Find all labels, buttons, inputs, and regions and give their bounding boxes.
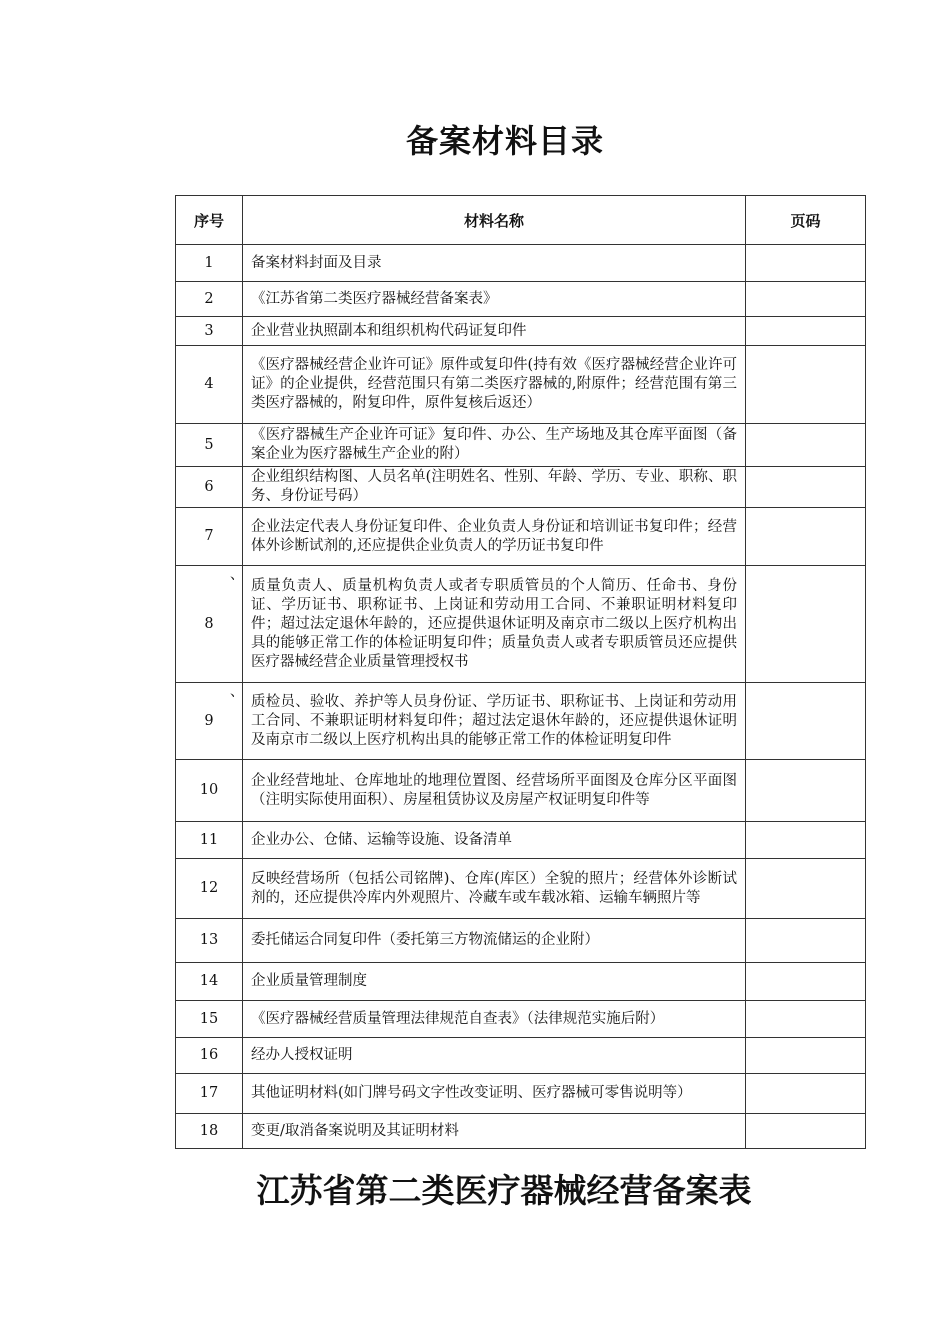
row-page bbox=[746, 1001, 866, 1038]
row-name: 《医疗器械经营企业许可证》原件或复印件(持有效《医疗器械经营企业许可证》的企业提供，经营范围只有第二类医疗器械的,附原件；经营范围有第三类医疗器械的，附复印件，原件复核后返还） bbox=[243, 346, 746, 424]
row-page bbox=[746, 822, 866, 859]
row-seq: 、 8 bbox=[176, 566, 243, 683]
row-seq: 17 bbox=[176, 1074, 243, 1114]
row-name: 企业办公、仓储、运输等设施、设备清单 bbox=[243, 822, 746, 859]
page-title: 备案材料目录 bbox=[405, 122, 604, 160]
row-name: 反映经营场所（包括公司铭牌)、仓库(库区）全貌的照片；经营体外诊断试剂的，还应提供冷库内外观照片、冷藏车或车载冰箱、运输车辆照片等 bbox=[243, 859, 746, 919]
row-name: 委托储运合同复印件（委托第三方物流储运的企业附） bbox=[243, 919, 746, 963]
row-page bbox=[746, 1114, 866, 1149]
row-page bbox=[746, 346, 866, 424]
row-seq: 15 bbox=[176, 1001, 243, 1038]
table-row bbox=[176, 245, 866, 282]
table-row bbox=[176, 346, 866, 424]
row-page bbox=[746, 467, 866, 508]
header-page: 页码 bbox=[746, 196, 866, 245]
table-row bbox=[176, 1114, 866, 1149]
table-row bbox=[176, 467, 866, 508]
row-seq: 6 bbox=[176, 467, 243, 508]
table-row bbox=[176, 963, 866, 1001]
row-page bbox=[746, 317, 866, 346]
row-name: 《医疗器械生产企业许可证》复印件、办公、生产场地及其仓库平面图（备案企业为医疗器械生产企业的附） bbox=[243, 424, 746, 467]
row-name: 《江苏省第二类医疗器械经营备案表》 bbox=[243, 282, 746, 317]
table-row bbox=[176, 317, 866, 346]
row-page bbox=[746, 760, 866, 822]
table-row bbox=[176, 566, 866, 683]
table-row bbox=[176, 760, 866, 822]
table-row bbox=[176, 1038, 866, 1074]
row-name: 经办人授权证明 bbox=[243, 1038, 746, 1074]
row-name: 企业营业执照副本和组织机构代码证复印件 bbox=[243, 317, 746, 346]
row-seq: 3 bbox=[176, 317, 243, 346]
row-seq: 5 bbox=[176, 424, 243, 467]
materials-table bbox=[175, 195, 866, 1149]
row-page bbox=[746, 963, 866, 1001]
table-row bbox=[176, 859, 866, 919]
header-name: 材料名称 bbox=[243, 196, 746, 245]
table-row bbox=[176, 919, 866, 963]
table-row bbox=[176, 1001, 866, 1038]
header-seq: 序号 bbox=[176, 196, 243, 245]
row-seq: 11 bbox=[176, 822, 243, 859]
second-document-title: 江苏省第二类医疗器械经营备案表 bbox=[256, 1171, 752, 1210]
row-seq: 1 bbox=[176, 245, 243, 282]
row-seq: 2 bbox=[176, 282, 243, 317]
row-name: 变更/取消备案说明及其证明材料 bbox=[243, 1114, 746, 1149]
table-row bbox=[176, 282, 866, 317]
table-row bbox=[176, 1074, 866, 1114]
row-seq: 18 bbox=[176, 1114, 243, 1149]
row-name: 企业质量管理制度 bbox=[243, 963, 746, 1001]
row-page bbox=[746, 424, 866, 467]
row-page bbox=[746, 566, 866, 683]
row-page bbox=[746, 245, 866, 282]
row-seq: 14 bbox=[176, 963, 243, 1001]
table-row bbox=[176, 424, 866, 467]
row-seq: 10 bbox=[176, 760, 243, 822]
table-row bbox=[176, 683, 866, 760]
row-name: 其他证明材料(如门牌号码文字性改变证明、医疗器械可零售说明等） bbox=[243, 1074, 746, 1114]
row-seq: 16 bbox=[176, 1038, 243, 1074]
table-header-row bbox=[176, 196, 866, 245]
row-page bbox=[746, 683, 866, 760]
row-page bbox=[746, 508, 866, 566]
row-name: 企业法定代表人身份证复印件、企业负责人身份证和培训证书复印件；经营体外诊断试剂的,还应提供企业负责人的学历证书复印件 bbox=[243, 508, 746, 566]
row-page bbox=[746, 919, 866, 963]
row-seq: 4 bbox=[176, 346, 243, 424]
row-name: 质检员、验收、养护等人员身份证、学历证书、职称证书、上岗证和劳动用工合同、不兼职证明材料复印件；超过法定退休年龄的，还应提供退休证明及南京市二级以上医疗机构出具的能够正常工作的体检证明复印件 bbox=[243, 683, 746, 760]
row-name: 《医疗器械经营质量管理法律规范自查表》（法律规范实施后附） bbox=[243, 1001, 746, 1038]
row-page bbox=[746, 1074, 866, 1114]
row-seq: 12 bbox=[176, 859, 243, 919]
row-seq: 13 bbox=[176, 919, 243, 963]
table-row bbox=[176, 508, 866, 566]
row-name: 企业组织结构图、人员名单(注明姓名、性别、年龄、学历、专业、职称、职务、身份证号码） bbox=[243, 467, 746, 508]
row-page bbox=[746, 1038, 866, 1074]
row-page bbox=[746, 282, 866, 317]
table-row bbox=[176, 822, 866, 859]
row-name: 备案材料封面及目录 bbox=[243, 245, 746, 282]
row-page bbox=[746, 859, 866, 919]
row-name: 质量负责人、质量机构负责人或者专职质管员的个人简历、任命书、身份证、学历证书、职称证书、上岗证和劳动用工合同、不兼职证明材料复印件；超过法定退休年龄的，还应提供退休证明及南京市二级以上医疗机构出具的能够正常工作的体检证明复印件；质量负责人或者专职质管员还应提供医疗器械经营企业质量管理授权书 bbox=[243, 566, 746, 683]
row-seq: 7 bbox=[176, 508, 243, 566]
row-name: 企业经营地址、仓库地址的地理位置图、经营场所平面图及仓库分区平面图（注明实际使用面积）、房屋租赁协议及房屋产权证明复印件等 bbox=[243, 760, 746, 822]
row-seq: 、 9 bbox=[176, 683, 243, 760]
